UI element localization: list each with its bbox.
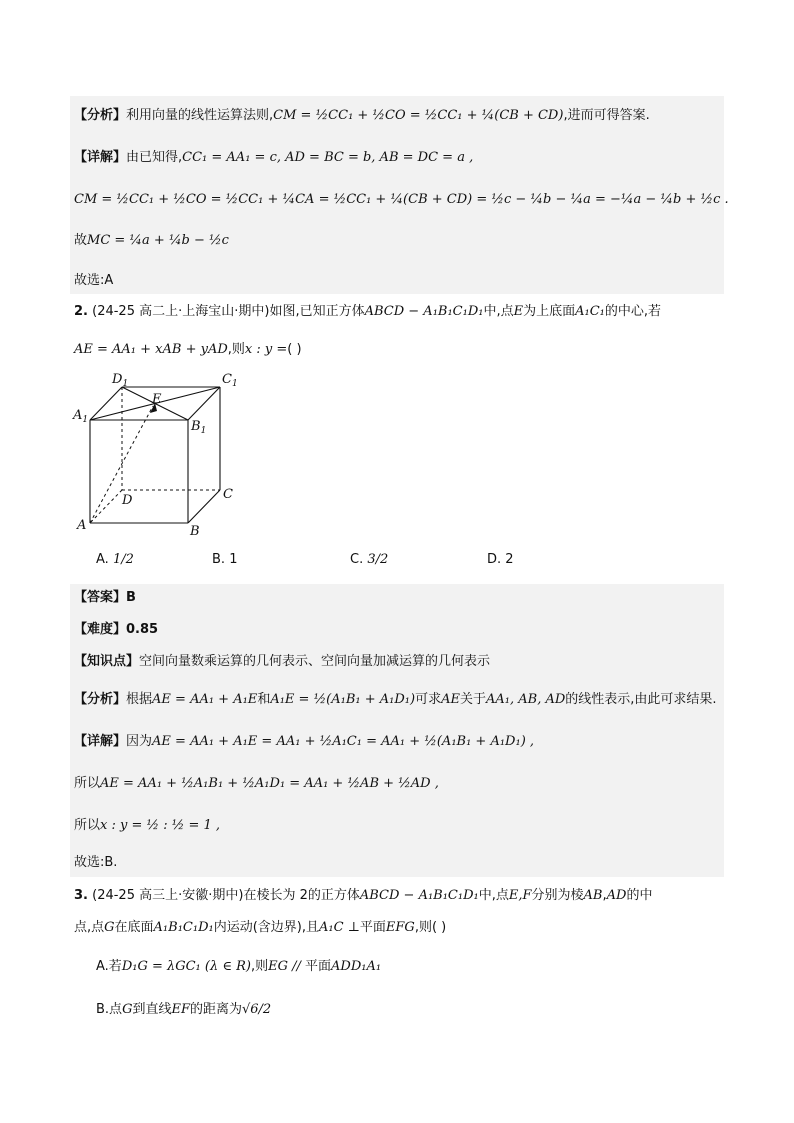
q3-option-a[interactable]: A.若D₁G = λGC₁ (λ ∈ R),则EG // 平面ADD₁A₁ xyxy=(96,959,382,974)
difficulty-tag: 【难度】 xyxy=(74,622,127,637)
q2-option-b[interactable]: B. 1 xyxy=(212,552,238,567)
question-number: 2. xyxy=(74,304,88,319)
q1-choice: 故选:A xyxy=(74,273,114,288)
q2-knowledge-line xyxy=(74,652,490,672)
q2-option-a[interactable]: A. 1/2 xyxy=(96,552,134,567)
q2-detail-line: 【详解】因为AE = AA₁ + A₁E = AA₁ + ½A₁C₁ = AA₁ + ½(A₁B₁ + A₁D₁) , xyxy=(74,734,535,749)
detail-tag: 【详解】 xyxy=(74,150,127,165)
label-b: B xyxy=(190,524,200,539)
knowledge-text: 空间向量数乘运算的几何表示、空间向量加减运算的几何表示 xyxy=(139,654,491,669)
label-c: C xyxy=(223,487,233,502)
edge-bc xyxy=(188,490,220,523)
q2-answer-line xyxy=(74,588,136,608)
edge-d1a1 xyxy=(90,387,122,420)
q1-detail-line: 【详解】由已知得,CC₁ = AA₁ = c, AD = BC = b, AB = DC = a , xyxy=(74,150,474,165)
q3-stem-line2: 点,点G在底面A₁B₁C₁D₁内运动(含边界),且A₁C ⊥平面EFG,则( ) xyxy=(74,920,447,935)
label-c1: $C_1$ xyxy=(222,372,238,389)
knowledge-tag: 【知识点】 xyxy=(74,654,140,669)
formula: CC₁ = AA₁ = c, AD = BC = b, AB = DC = a , xyxy=(182,150,474,165)
formula: CM = ½CC₁ + ½CO = ½CC₁ + ¼(CB + CD) xyxy=(273,108,564,123)
edge-b1c1 xyxy=(188,387,220,420)
analysis-tag: 【分析】 xyxy=(74,692,127,707)
formula: MC = ¼a + ¼b − ½c xyxy=(87,233,229,248)
q3-option-b[interactable]: B.点G到直线EF的距离为√6/2 xyxy=(96,1002,272,1017)
difficulty-value: 0.85 xyxy=(126,622,159,637)
q3-stem-line1: 3. (24-25 高三上·安徽·期中)在棱长为 2的正方体ABCD − A₁B₁C₁D₁中,点E,F分别为棱AB,AD的中 xyxy=(74,888,653,903)
analysis-tag: 【分析】 xyxy=(74,108,127,123)
label-a1: $A_1$ xyxy=(73,408,89,425)
label-e: E xyxy=(152,392,162,407)
q2-stem-line2: AE = AA₁ + xAB + yAD,则x : y =( ) xyxy=(74,342,302,357)
answer-tag: 【答案】 xyxy=(74,590,127,605)
formula: AE = AA₁ + A₁E = AA₁ + ½A₁C₁ = AA₁ + ½(A₁B₁ + A₁D₁) , xyxy=(152,734,535,749)
answer-value: B xyxy=(126,590,136,605)
edge-da xyxy=(90,490,122,523)
cube-figure xyxy=(70,370,260,540)
q2-option-c[interactable]: C. 3/2 xyxy=(350,552,389,567)
q1-conclusion-line: 故MC = ¼a + ¼b − ½c xyxy=(74,233,229,248)
formula: x : y = ½ : ½ = 1 , xyxy=(100,818,221,833)
q2-choice: 故选:B. xyxy=(74,855,118,870)
q2-option-d[interactable]: D. 2 xyxy=(487,552,514,567)
label-d: D xyxy=(122,493,133,508)
label-d1: $D_1$ xyxy=(112,372,129,389)
detail-tag: 【详解】 xyxy=(74,734,127,749)
q2-so-line2: 所以x : y = ½ : ½ = 1 , xyxy=(74,818,221,833)
q2-so-line1: 所以AE = AA₁ + ½A₁B₁ + ½A₁D₁ = AA₁ + ½AB + ½AD , xyxy=(74,776,439,791)
question-source: (24-25 高三上·安徽·期中) xyxy=(92,888,244,903)
q2-difficulty-line xyxy=(74,620,158,640)
q1-analysis-line: 【分析】利用向量的线性运算法则,CM = ½CC₁ + ½CO = ½CC₁ + ¼(CB + CD),进而可得答案. xyxy=(74,108,650,123)
formula: AE = AA₁ + ½A₁B₁ + ½A₁D₁ = AA₁ + ½AB + ½AD , xyxy=(100,776,439,791)
label-a: A xyxy=(77,518,87,533)
question-number: 3. xyxy=(74,888,88,903)
q2-analysis-line: 【分析】根据AE = AA₁ + A₁E和A₁E = ½(A₁B₁ + A₁D₁)可求AE关于AA₁, AB, AD的线性表示,由此可求结果. xyxy=(74,692,717,707)
q2-stem-line1: 2. (24-25 高二上·上海宝山·期中)如图,已知正方体ABCD − A₁B₁C₁D₁中,点E为上底面A₁C₁的中心,若 xyxy=(74,304,662,319)
formula: CM = ½CC₁ + ½CO = ½CC₁ + ¼CA = ½CC₁ + ¼(CB + CD) = ½c − ¼b − ¼a = −¼a − ¼b + ½c . xyxy=(74,192,729,207)
q1-step-line xyxy=(74,190,729,210)
formula: AE = AA₁ + xAB + yAD xyxy=(74,342,228,357)
label-b1: $B_1$ xyxy=(191,419,207,436)
question-source: (24-25 高二上·上海宝山·期中) xyxy=(92,304,270,319)
